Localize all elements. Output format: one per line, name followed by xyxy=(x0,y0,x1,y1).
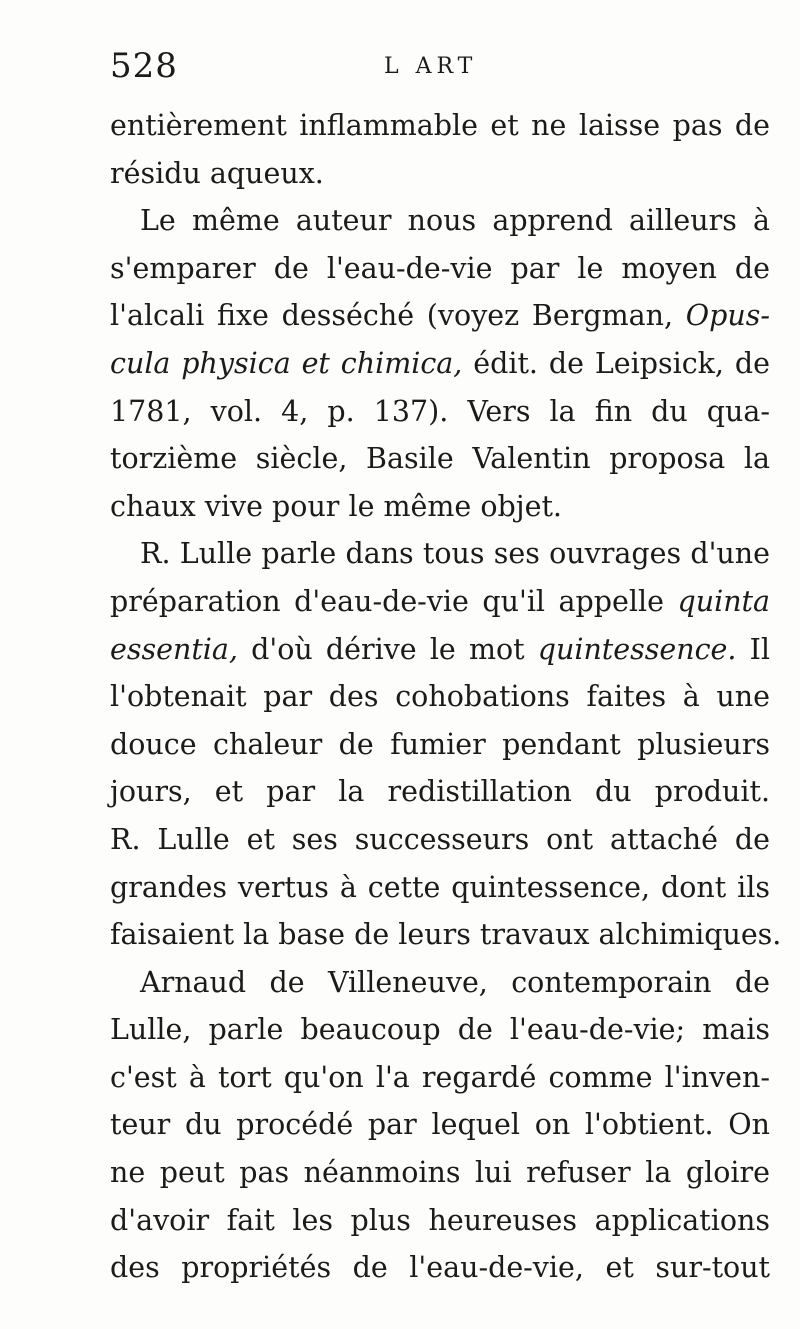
running-head xyxy=(110,46,770,86)
italic-text: quintessence. xyxy=(537,632,737,666)
text-run: grandes vertus à cette quintessence, dont ils xyxy=(110,870,770,904)
page-number: 528 xyxy=(110,46,178,86)
italic-text: quinta xyxy=(677,584,770,618)
text-run: faisaient la base de leurs travaux alchimiques. xyxy=(110,918,782,952)
text-run: teur du procédé par lequel on l'obtient. On xyxy=(110,1108,770,1142)
italic-text: essentia, xyxy=(110,632,238,666)
text-line xyxy=(110,530,770,578)
text-line xyxy=(110,483,770,531)
text-run: entièrement inflammable et ne laisse pas de xyxy=(110,109,770,142)
text-line xyxy=(110,864,770,912)
text-run: ne peut pas néanmoins lui refuser la gloire xyxy=(110,1156,770,1190)
text-line xyxy=(110,102,770,150)
text-run: s'emparer de l'eau-de-vie par le moyen de xyxy=(110,251,770,285)
text-line xyxy=(110,721,770,769)
text-line xyxy=(110,959,770,1007)
text-run: jours, et par la redistillation du produit. xyxy=(110,775,770,809)
text-run: d'où dérive le mot xyxy=(237,632,538,666)
text-line xyxy=(110,388,770,436)
text-line xyxy=(110,673,770,721)
text-line xyxy=(110,435,770,483)
text-line xyxy=(110,816,770,864)
text-line xyxy=(110,1244,770,1292)
italic-text: cula physica et chimica, xyxy=(110,346,463,380)
text-line xyxy=(110,245,770,293)
text-line xyxy=(110,578,770,626)
body-text xyxy=(110,102,782,1292)
text-run: R. Lulle parle dans tous ses ouvrages d'une xyxy=(140,537,770,571)
text-line xyxy=(110,626,770,674)
text-run: Lulle, parle beaucoup de l'eau-de-vie; mais xyxy=(110,1013,770,1047)
text-line xyxy=(110,1101,770,1149)
text-run: d'avoir fait les plus heureuses applications xyxy=(110,1203,770,1237)
text-line xyxy=(110,911,782,959)
text-run: chaux vive pour le même objet. xyxy=(110,489,562,523)
text-run: Il xyxy=(736,632,771,666)
text-line xyxy=(110,150,770,198)
text-run: l'obtenait par des cohobations faites à une xyxy=(110,680,770,714)
text-line xyxy=(110,197,770,245)
text-run: c'est à tort qu'on l'a regardé comme l'inven- xyxy=(110,1060,770,1094)
text-line xyxy=(110,340,770,388)
text-run: préparation d'eau-de-vie qu'il appelle xyxy=(110,584,678,618)
text-line xyxy=(110,1054,770,1102)
text-line xyxy=(110,292,770,340)
text-run: édit. de Leipsick, de xyxy=(462,346,770,380)
text-line xyxy=(110,1197,770,1245)
text-run: l'alcali fixe desséché (voyez Bergman, xyxy=(110,299,686,333)
text-run: R. Lulle et ses successeurs ont attaché de xyxy=(110,822,770,856)
text-line xyxy=(110,1149,770,1197)
text-run: torzième siècle, Basile Valentin proposa la xyxy=(110,442,770,476)
text-run: douce chaleur de fumier pendant plusieurs xyxy=(110,727,770,761)
text-run: 1781, vol. 4, p. 137). Vers la fin du qua- xyxy=(110,394,770,428)
text-line xyxy=(110,1006,770,1054)
running-title: L ART xyxy=(384,54,478,79)
text-run: résidu aqueux. xyxy=(110,156,324,190)
text-run: des propriétés de l'eau-de-vie, et sur-tout xyxy=(110,1251,770,1285)
text-run: Le même auteur nous apprend ailleurs à xyxy=(140,204,770,238)
text-line xyxy=(110,768,770,816)
italic-text: Opus- xyxy=(685,299,770,333)
text-run: Arnaud de Villeneuve, contemporain de xyxy=(140,965,770,999)
